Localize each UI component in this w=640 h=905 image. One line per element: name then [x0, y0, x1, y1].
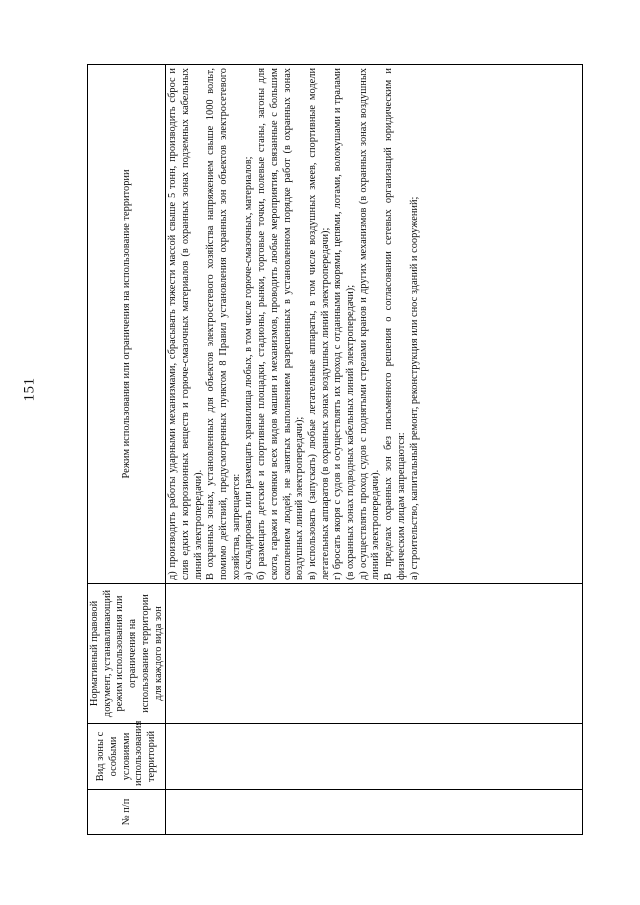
- regime-paragraph: а) складировать или размещать хранилища любых, в том числе горюче-смазочных, материалов;: [243, 156, 255, 580]
- regime-paragraph: В охранных зонах, установленных для объектов электросетевого хозяйства напряжением свыше 1000 вольт, помимо действий, предусмотренных пунктом 8 Правил установления охранных зон объектов электросетевого хозяйства, запрещается:: [205, 68, 242, 580]
- cell-zone-type: [166, 724, 583, 790]
- regime-paragraph: в) использовать (запускать) любые летательные аппараты, в том числе воздушных змеев, спортивные модели летательных аппаратов (в охранных зонах воздушных линий электропередачи);: [306, 68, 331, 580]
- zones-table: [87, 64, 583, 835]
- regime-paragraph: а) строительство, капитальный ремонт, реконструкция или снос зданий и сооружений;: [408, 196, 420, 580]
- page-number: 151: [21, 377, 38, 402]
- cell-num: [166, 790, 583, 835]
- table-row: [166, 65, 583, 835]
- cell-regime: [166, 65, 583, 584]
- table-header-row: [88, 65, 166, 835]
- rotated-page: [87, 65, 583, 835]
- header-regime: Режим использования или ограничения на использование территории: [88, 65, 166, 584]
- header-normative-doc: Нормативный правовой документ, устанавливающий режим использования или ограничения на использование территории для каждого вида зон: [88, 584, 166, 724]
- regime-paragraph: В пределах охранных зон без письменного решения о согласовании сетевых организаций юридическим и физическим лицам запрещаются:: [383, 68, 407, 580]
- cell-normative-doc: [166, 584, 583, 724]
- header-zone-type: Вид зоны с особыми условиями использования территорий: [88, 724, 166, 790]
- header-num: № п/п: [88, 790, 166, 835]
- regime-paragraph: б) размещать детские и спортивные площадки, стадионы, рынки, торговые точки, полевые станы, загоны для скота, гаражи и стоянки всех видов машин и механизмов, проводить любые мероприятия, связанные с большим скоплением людей, не занятых выполнением разрешенных в установленном порядке работ (в охранных зонах воздушных линий электропередачи);: [256, 68, 306, 580]
- regime-paragraph: г) бросать якоря с судов и осуществлять их проход с отданными якорями, цепями, лотами, волокушами и тралами (в охранных зонах подводных кабельных линий электропередачи);: [332, 68, 357, 580]
- regime-paragraph: д) производить работы ударными механизмами, сбрасывать тяжести массой свыше 5 тонн, производить сброс и слив едких и коррозионных веществ и горюче-смазочных материалов (в охранных зонах подземных кабельных линий электропередачи).: [167, 68, 204, 580]
- regime-paragraph: д) осуществлять проход судов с поднятыми стрелами кранов и других механизмов (в охранных зонах воздушных линий электропередачи).: [357, 68, 382, 580]
